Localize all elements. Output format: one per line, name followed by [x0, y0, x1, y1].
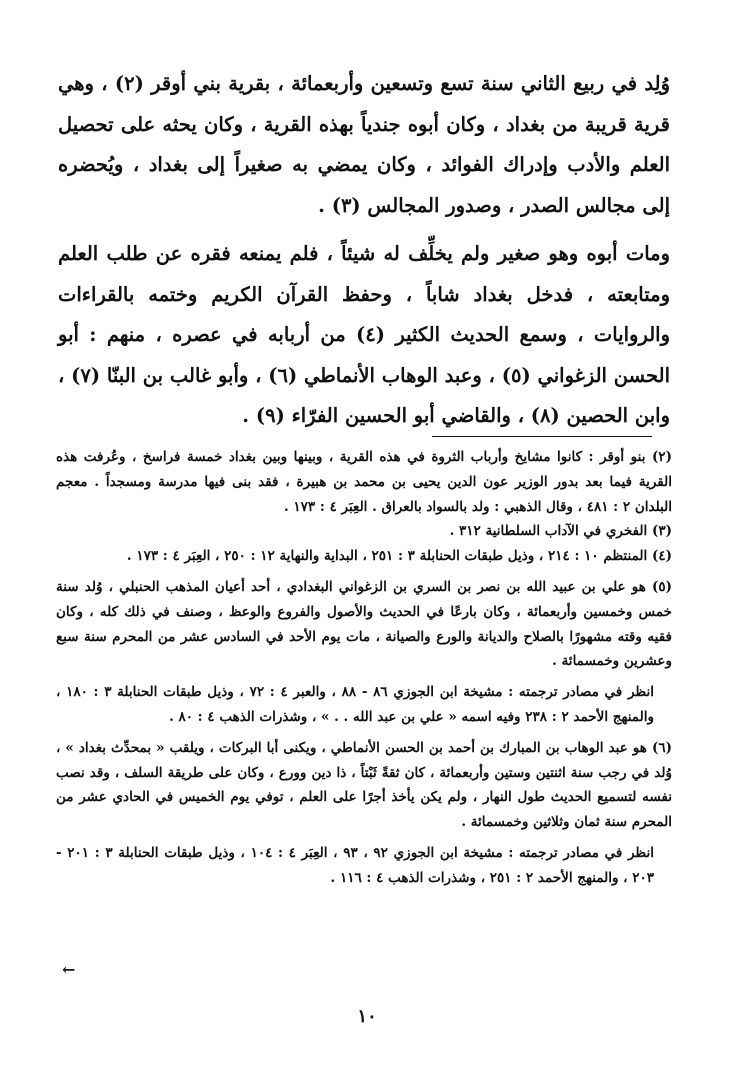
main-paragraph: وُلِد في ربيع الثاني سنة تسع وتسعين وأربعمائة ، بقرية بني أوقر (٢) ، وهي قرية قريبة من بغداد ، وكان أبوه جندياً بهذه القرية ، وكان يحثه على تحصيل العلم والأدب وإدراك الفوائد ، وكان يمضي به صغيراً إلى بغداد ، ويُحضره إلى مجالس الصدر ، وصدور المجالس (٣) .: [58, 72, 670, 217]
footnote-6-sources: انظر في مصادر ترجمته : مشيخة ابن الجوزي ٩٢ ، ٩٣ ، العِبَر ٤ : ١٠٤ ، وذيل طبقات الحنابلة ٣ : ٢٠١ - ٢٠٣ ، والمنهج الأحمد ٢ : ٢٥١ ، وشذرات الذهب ٤ : ١١٦ .: [56, 844, 654, 886]
footnote-5: (٥) هو علي بن عبيد الله بن نصر بن السري بن الزغواني البغدادي ، أحد أعيان المذهب الحنبلي ، وُلد سنة خمس وخمسين وأربعمائة ، وكان بارعًا في الحديث والأصول والفروع والوعظ ، وصنف في ذلك كله ، وكان فقيه وقته مشهورًا بالصلاح والديانة والورع والصيانة ، مات يوم الأحد في السادس عشر من المحرم سنة سبع وعشرين وخمسمائة .: [56, 578, 672, 670]
page-number: ١٠: [357, 1006, 377, 1027]
footnote-6: (٦) هو عبد الوهاب بن المبارك بن أحمد بن الحسن الأنماطي ، ويكنى أبا البركات ، ويلقب « بمحدِّث بغداد » ، وُلد في رجب سنة اثنتين وستين وأربعمائة ، كان ثقةً ثَبْتاً ، ذا دين وورع ، وكان على طريقة السلف ، وقد نصب نفسه لتسميع الحديث طول النهار ، ولم يكن يأخذ أجرًا على العلم ، توفي يوم الخميس في الحادي عشر من المحرم سنة ثمان وثلاثين وخمسمائة .: [56, 739, 672, 831]
main-paragraph: ومات أبوه وهو صغير ولم يخلِّف له شيئاً ، فلم يمنعه فقره عن طلب العلم ومتابعته ، فدخل بغداد شاباً ، وحفظ القرآن الكريم وختمه بالقراءات والروايات ، وسمع الحديث الكثير (٤) من أربابه في عصره ، منهم : أبو الحسن الزغواني (٥) ، وعبد الوهاب الأنماطي (٦) ، وأبو غالب بن البنّا (٧) ، وابن الحصين (٨) ، والقاضي أبو الحسين الفرّاء (٩) .: [58, 242, 670, 427]
footnote-separator: [432, 436, 652, 437]
footnote-2: (٢) بنو أوقر : كانوا مشايخ وأرباب الثروة في هذه القرية ، وبينها وبين بغداد خمسة فراسخ ، وعُرفت هذه القرية فيما بعد بدور الوزير عون الدين يحيى بن محمد بن هبيرة ، فقد بنى فيها مدرسة ومسجداً . معجم البلدان ٢ : ٤٨١ ، وقال الذهبي : ولد بالسواد بالعراق . العِبَر ٤ : ١٧٣ .: [56, 449, 672, 515]
main-text: [58, 64, 670, 437]
continuation-arrow-icon: ←: [62, 960, 76, 979]
footnote-4: (٤) المنتظم ١٠ : ٢١٤ ، وذيل طبقات الحنابلة ٣ : ٢٥١ ، البداية والنهاية ١٢ : ٢٥٠ ، العِبَر ٤ : ١٧٣ .: [126, 548, 672, 565]
footnote-5-sources: انظر في مصادر ترجمته : مشيخة ابن الجوزي ٨٦ - ٨٨ ، والعبر ٤ : ٧٢ ، وذيل طبقات الحنابلة ٣ : ١٨٠ ، والمنهج الأحمد ٢ : ٢٣٨ وفيه اسمه « علي بن عبد الله . . » ، وشذرات الذهب ٤ : ٨٠ .: [56, 684, 654, 725]
footnote-3: (٣) الفخري في الآداب السلطانية ٣١٢ .: [449, 523, 672, 540]
footnotes: [56, 445, 672, 891]
